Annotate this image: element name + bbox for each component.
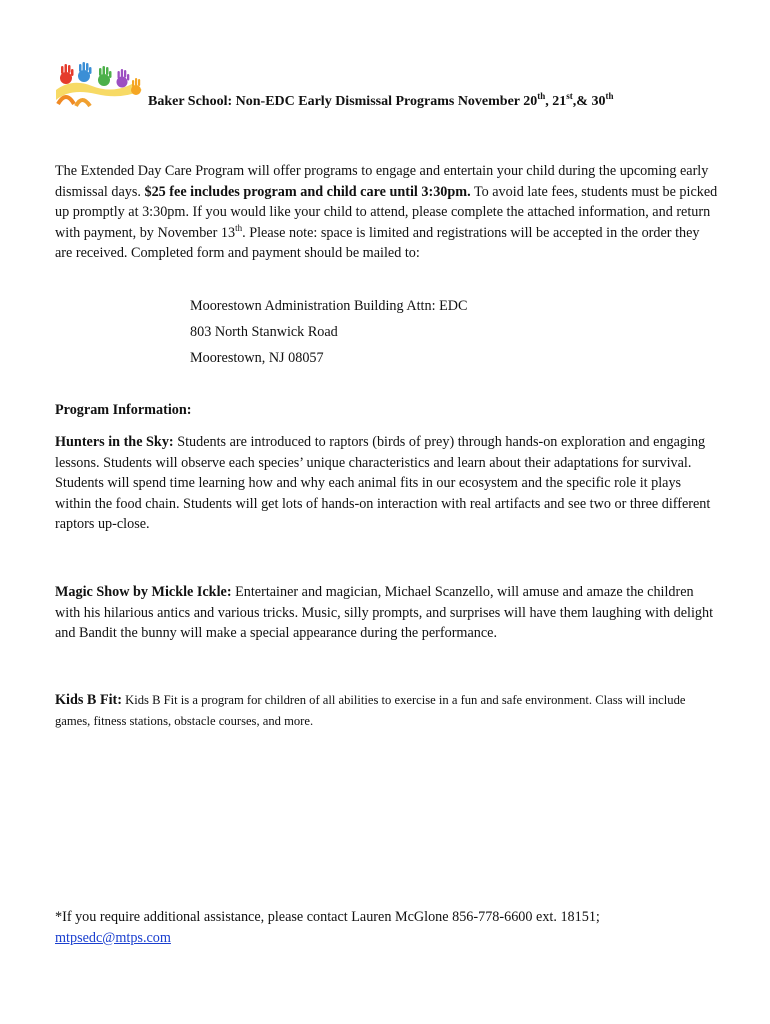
program-kids-b-fit bbox=[55, 690, 720, 731]
intro-fee-bold: $25 fee includes program and child care until 3:30pm. bbox=[144, 183, 471, 200]
program-hunters bbox=[55, 432, 720, 535]
title-text: ,& 30 bbox=[572, 94, 606, 109]
program-description: Kids B Fit is a program for children of all abilities to exercise in a fun and safe environment. Class will include games, fitness stations, obstacle courses, and more. bbox=[55, 693, 686, 728]
title-text: Baker School: Non-EDC Early Dismissal Programs November 20 bbox=[148, 94, 538, 109]
intro-text: The Extended Day Care Program will offer programs to engage and entertain your child during the upcoming early dismissal days. bbox=[55, 163, 709, 200]
program-title: Kids B Fit: bbox=[55, 692, 123, 708]
program-info-heading: Program Information: bbox=[55, 402, 192, 418]
contact-text: *If you require additional assistance, please contact Lauren McGlone 856-778-6600 ext. 18151; bbox=[55, 909, 600, 925]
address-line-2: 803 North Stanwick Road bbox=[190, 324, 338, 340]
program-title: Hunters in the Sky: bbox=[55, 434, 174, 450]
program-description: Entertainer and magician, Michael Scanzello, will amuse and amaze the children with his hilarious antics and various tricks. Music, silly prompts, and surprises will have them laughing with delight and Bandit the bunny will make a special appearance during the performance. bbox=[55, 584, 714, 641]
title-text: , 21 bbox=[545, 94, 567, 109]
intro-text: . Please note: space is limited and registrations will be accepted in the order they are received. Completed form and payment should be mailed to: bbox=[55, 224, 700, 261]
title-superscript: st bbox=[566, 91, 573, 101]
email-link[interactable]: mtpsedc@mtps.com bbox=[55, 929, 171, 946]
page-title bbox=[148, 92, 613, 112]
program-magic-show bbox=[55, 582, 720, 644]
program-title: Magic Show by Mickle Ickle: bbox=[55, 584, 232, 600]
handprints-logo-icon bbox=[52, 60, 146, 108]
intro-paragraph bbox=[55, 161, 720, 264]
address-line-1: Moorestown Administration Building Attn: EDC bbox=[190, 298, 468, 314]
title-superscript: th bbox=[537, 91, 546, 101]
program-description: Students are introduced to raptors (birds of prey) through hands-on exploration and engaging lessons. Students will observe each species’ unique characteristics and learn about their adaptations for survival. Students will spend time learning how and why each animal fits in our ecosystem and the specific role it plays within the food chain. Students will get lots of hands-on interaction with real artifacts and see two or three different raptors up-close. bbox=[55, 434, 711, 532]
address-line-3: Moorestown, NJ 08057 bbox=[190, 350, 324, 366]
contact-footer bbox=[55, 907, 720, 948]
intro-superscript: th bbox=[235, 222, 243, 233]
intro-text: To avoid late fees, students must be picked up promptly at 3:30pm. If you would like your child to attend, please complete the attached information, and return with payment, by November 13 bbox=[55, 183, 718, 241]
title-superscript: th bbox=[605, 91, 614, 101]
